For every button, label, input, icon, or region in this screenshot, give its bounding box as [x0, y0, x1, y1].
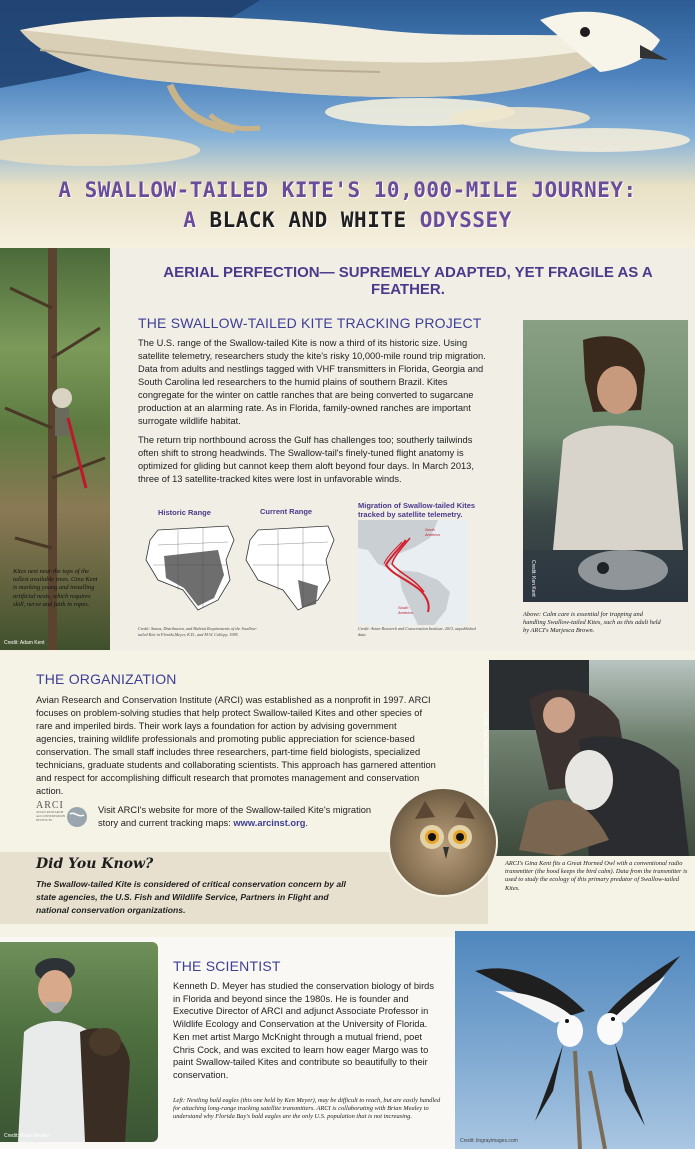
south-america-label: South America	[398, 605, 413, 615]
kite-handling-photo	[523, 320, 688, 602]
did-you-know-title: Did You Know?	[36, 856, 154, 872]
owl-transmitter-photo	[489, 660, 695, 856]
north-america-label: North America	[425, 527, 440, 537]
scientist-caption: Left: Nestling bald eagles (this one held by Ken Meyer), may be difficult to reach, but are easily handled for attaching long-range tracking satellite transmitters. ARCI is collaborating with Brian Mealey to understand why Florida Bay's bald eagles are the only U.S. population that is not increasing.	[173, 1097, 441, 1121]
poster-title-line2: A BLACK AND WHITE ODYSSEY	[183, 208, 512, 232]
visit-website-label: Visit ARCI's website for more of the Swallow-tailed Kite's migration story and current tracking maps:	[98, 805, 372, 828]
tracking-body	[138, 337, 488, 486]
owl-closeup-photo	[388, 787, 498, 897]
visit-website-end: .	[305, 818, 308, 828]
arci-logo	[36, 800, 88, 832]
kite-handling-caption: Above: Calm care is essential for trapping and handling Swallow-tailed Kites, such as this adult held by ARCI's Marjesca Brown.	[523, 611, 661, 635]
tree-photo-credit: Credit: Adam Kent	[4, 640, 45, 646]
tracking-paragraph: The return trip northbound across the Gulf has challenges too; southerly tailwinds often shift to strong headwinds. The Swallow-tail's finely-tuned flight anatomy is optimized for gliding but cannot keep them aloft beyond four days. In March 2013, three of 13 satellite-tracked kites were lost in unfavorable winds.	[138, 435, 474, 484]
range-maps	[138, 520, 348, 620]
range-maps-credit: Credit: Status, Distribution, and Habitat Requirements of the Swallow-tailed Kite in Florida,Meyer, K.D., and M.W. Collopy. 1995.	[138, 626, 258, 637]
scientist-heading: THE SCIENTIST	[173, 958, 281, 974]
current-range-label: Current Range	[260, 507, 313, 516]
tracking-paragraph: The U.S. range of the Swallow-tailed Kite is now a third of its historic size. Using satellite telemetry, researchers study the kite's risky 10,000-mile round trip migration. Data from adults and nestlings tagged with VHF transmitters in Florida, Georgia and South Carolina led researchers to the humid plains of southern Brazil. Kites congregate for the winter on cattle ranches that are being converted to sugarcane production at an alarming rate. As in Florida, family-owned ranches are important surrogate wildlife habitat.	[138, 338, 486, 426]
did-you-know-text: The Swallow-tailed Kite is considered of critical conservation concern by all state agencies, the U.S. Fish and Wildlife Service, Partners in Flight and national conservation organizations.	[36, 879, 346, 915]
arci-website-link[interactable]: www.arcinst.org	[233, 818, 306, 828]
migration-map-title: Migration of Swallow-tailed Kites tracked by satellite telemetry.	[358, 501, 476, 519]
visit-website-text	[98, 804, 378, 830]
arci-logo-subtext: AVIAN RESEARCH and CONSERVATION INSTITUTE	[36, 810, 66, 822]
tracking-heading: THE SWALLOW-TAILED KITE TRACKING PROJECT	[138, 315, 482, 331]
organization-heading: THE ORGANIZATION	[36, 671, 177, 687]
tree-photo-caption: Kites nest near the tops of the tallest available trees. Gina Kent is marking young and installing artificial nests, which requires skill, nerve and faith in ropes.	[13, 568, 98, 608]
globe-icon	[66, 806, 88, 828]
kites-pair-photo	[455, 931, 695, 1149]
poster-title-line1: A SWALLOW-TAILED KITE'S 10,000-MILE JOURNEY:	[58, 178, 637, 202]
kites-pair-credit: Credit: lingrayimages.com	[460, 1138, 518, 1144]
arci-logo-text: ARCI	[36, 800, 64, 811]
scientist-photo-credit: Credit: Brian Mealey	[4, 1133, 50, 1139]
owl-photo-credit	[482, 712, 488, 720]
scientist-body: Kenneth D. Meyer has studied the conservation biology of birds in Florida and beyond since the 1980s. He is founder and Executive Director of ARCI and adjunct Associate Professor in Wildlife Ecology and Conservation at the University of Florida. Ken met artist Margo McKnight through a mutual friend, poet Chris Cock, and was excited to learn how eager Margo was to paint Swallow-tailed Kites and contribute so beautifully to their conservation.	[173, 981, 434, 1080]
historic-range-label: Historic Range	[158, 508, 211, 517]
organization-body: Avian Research and Conservation Institute (ARCI) was established as a nonprofit in 1997. ARCI focuses on problem-solving studies that help protect Swallow-tailed Kites and other species of rare and imperiled birds. Their work lays a foundation for action by advising government agencies, training wildlife professionals and promoting public appreciation for science-based conservation. The small staff includes three researchers, part-time field biologists, specialized technicians, graduate students and collaborating scientists. This approach has garnered attention and respect for accomplishing difficult research that promotes management and conservation action.	[36, 695, 436, 796]
tagline: AERIAL PERFECTION— SUPREMELY ADAPTED, YET FRAGILE AS A FEATHER.	[163, 264, 653, 298]
migration-map-credit: Credit: Avian Research and Conservation Institute. 2013, unpublished data.	[358, 626, 476, 637]
scientist-eagle-photo	[0, 942, 158, 1142]
owl-caption: ARCI's Gina Kent fits a Great Horned Owl with a conventional radio transmitter (the hood keeps the bird calm). Data from the transmitter is used to study the ecology of this primary predator of Swallow-tailed Kites.	[505, 860, 688, 892]
kite-handling-credit	[530, 560, 536, 568]
